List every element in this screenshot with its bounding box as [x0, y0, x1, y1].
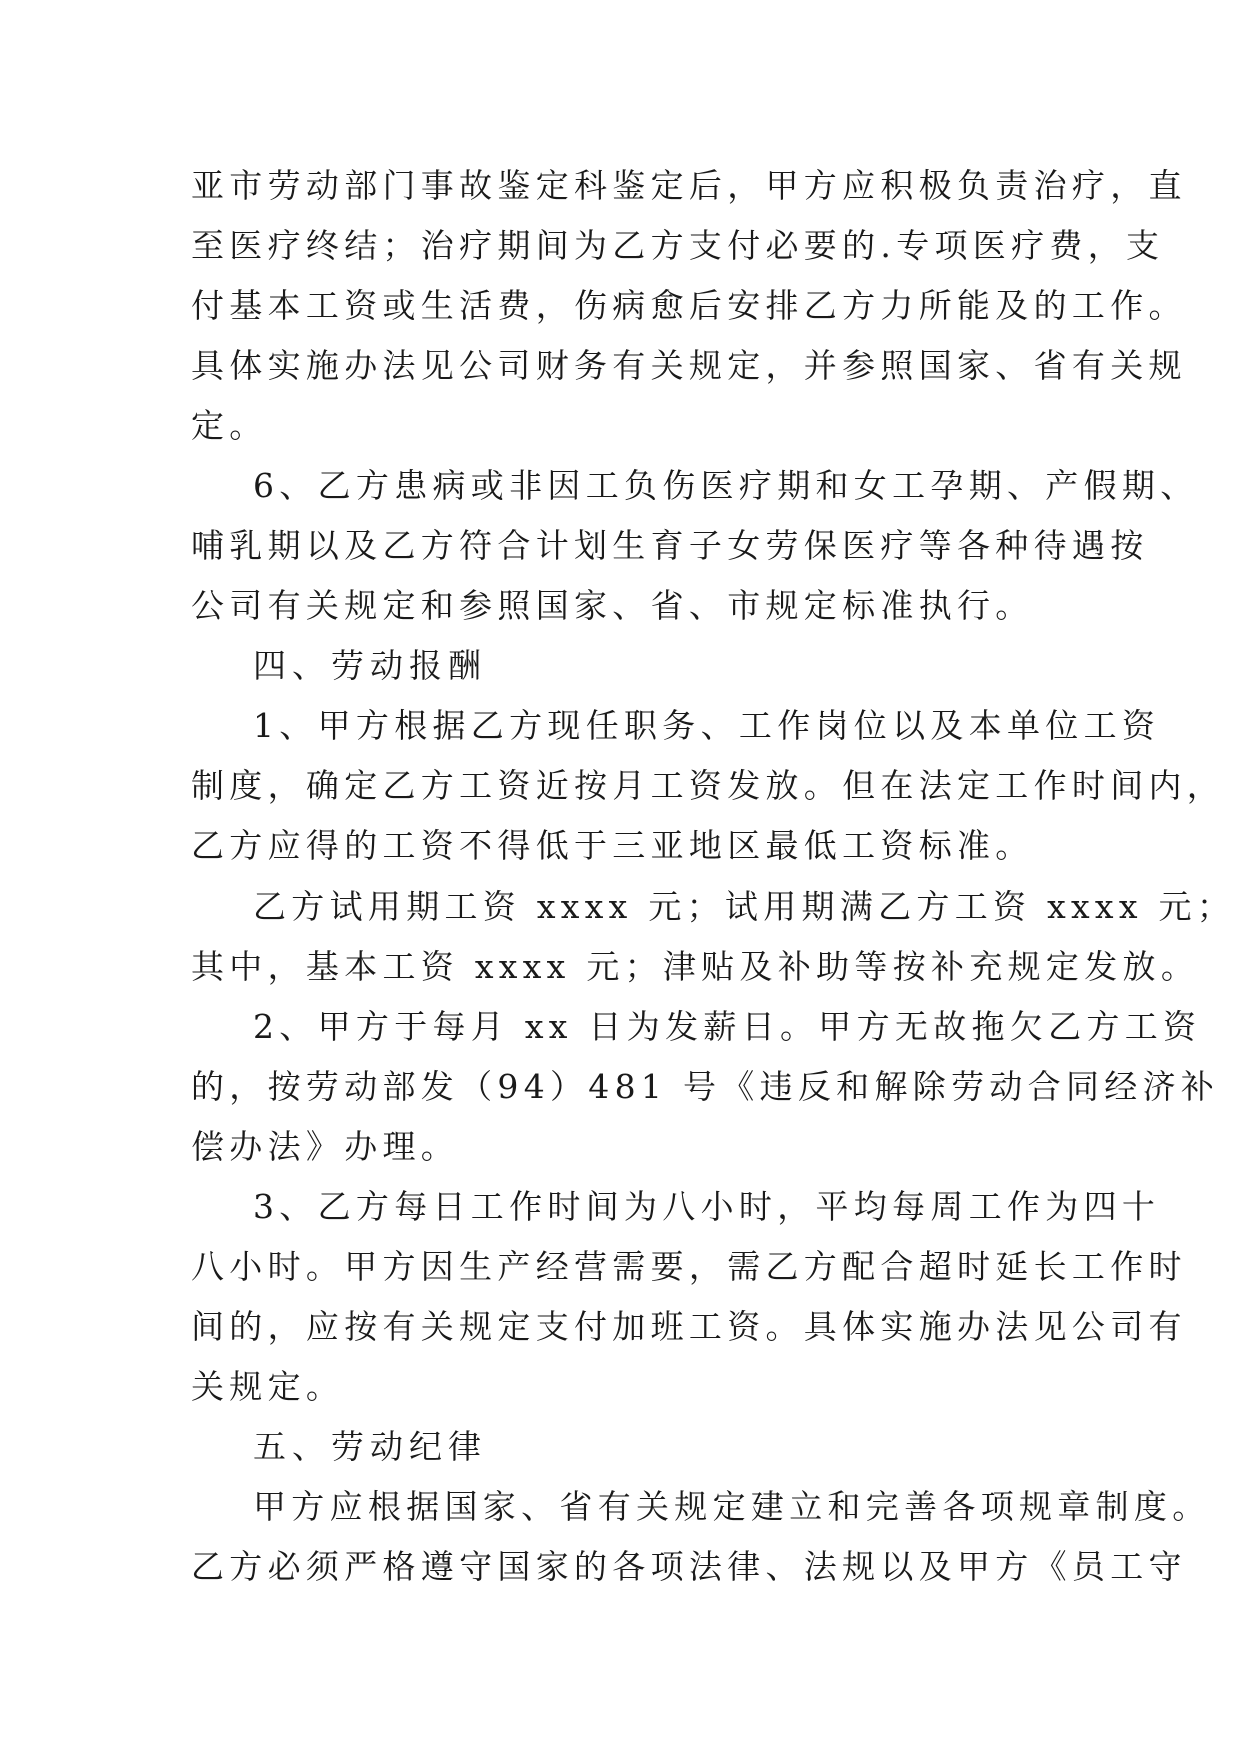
text-line: 乙方试用期工资 xxxx 元；试用期满乙方工资 xxxx 元；: [253, 887, 1236, 926]
text-line: 公司有关规定和参照国家、省、市规定标准执行。: [191, 586, 1034, 625]
text-line: 制度，确定乙方工资近按月工资发放。但在法定工作时间内，: [191, 766, 1226, 805]
text-line: 关规定。: [191, 1367, 345, 1406]
text-line: 哺乳期以及乙方符合计划生育子女劳保医疗等各种待遇按: [191, 526, 1149, 565]
text-line: 其中，基本工资 xxxx 元；津贴及补助等按补充规定发放。: [191, 947, 1200, 986]
text-line: 乙方应得的工资不得低于三亚地区最低工资标准。: [191, 826, 1034, 865]
text-line: 间的，应按有关规定支付加班工资。具体实施办法见公司有: [191, 1307, 1187, 1346]
text-line: 3、乙方每日工作时间为八小时，平均每周工作为四十: [253, 1187, 1161, 1226]
text-line: 乙方必须严格遵守国家的各项法律、法规以及甲方《员工守: [191, 1547, 1187, 1586]
text-line: 付基本工资或生活费，伤病愈后安排乙方力所能及的工作。: [191, 286, 1187, 325]
text-line: 定。: [191, 406, 268, 445]
text-line: 偿办法》办理。: [191, 1127, 460, 1166]
text-line: 至医疗终结；治疗期间为乙方支付必要的.专项医疗费，支: [191, 226, 1165, 265]
text-line: 甲方应根据国家、省有关规定建立和完善各项规章制度。: [253, 1487, 1211, 1526]
section-heading: 五、劳动纪律: [253, 1427, 487, 1466]
text-line: 的，按劳动部发（94）481 号《违反和解除劳动合同经济补: [191, 1067, 1220, 1106]
text-line: 6、乙方患病或非因工负伤医疗期和女工孕期、产假期、: [253, 466, 1199, 505]
text-line: 1、甲方根据乙方现任职务、工作岗位以及本单位工资: [253, 706, 1161, 745]
section-heading: 四、劳动报酬: [253, 646, 487, 685]
text-line: 亚市劳动部门事故鉴定科鉴定后，甲方应积极负责治疗，直: [191, 166, 1187, 205]
text-line: 具体实施办法见公司财务有关规定，并参照国家、省有关规: [191, 346, 1187, 385]
text-line: 2、甲方于每月 xx 日为发薪日。甲方无故拖欠乙方工资: [253, 1007, 1202, 1046]
text-line: 八小时。甲方因生产经营需要，需乙方配合超时延长工作时: [191, 1247, 1187, 1286]
